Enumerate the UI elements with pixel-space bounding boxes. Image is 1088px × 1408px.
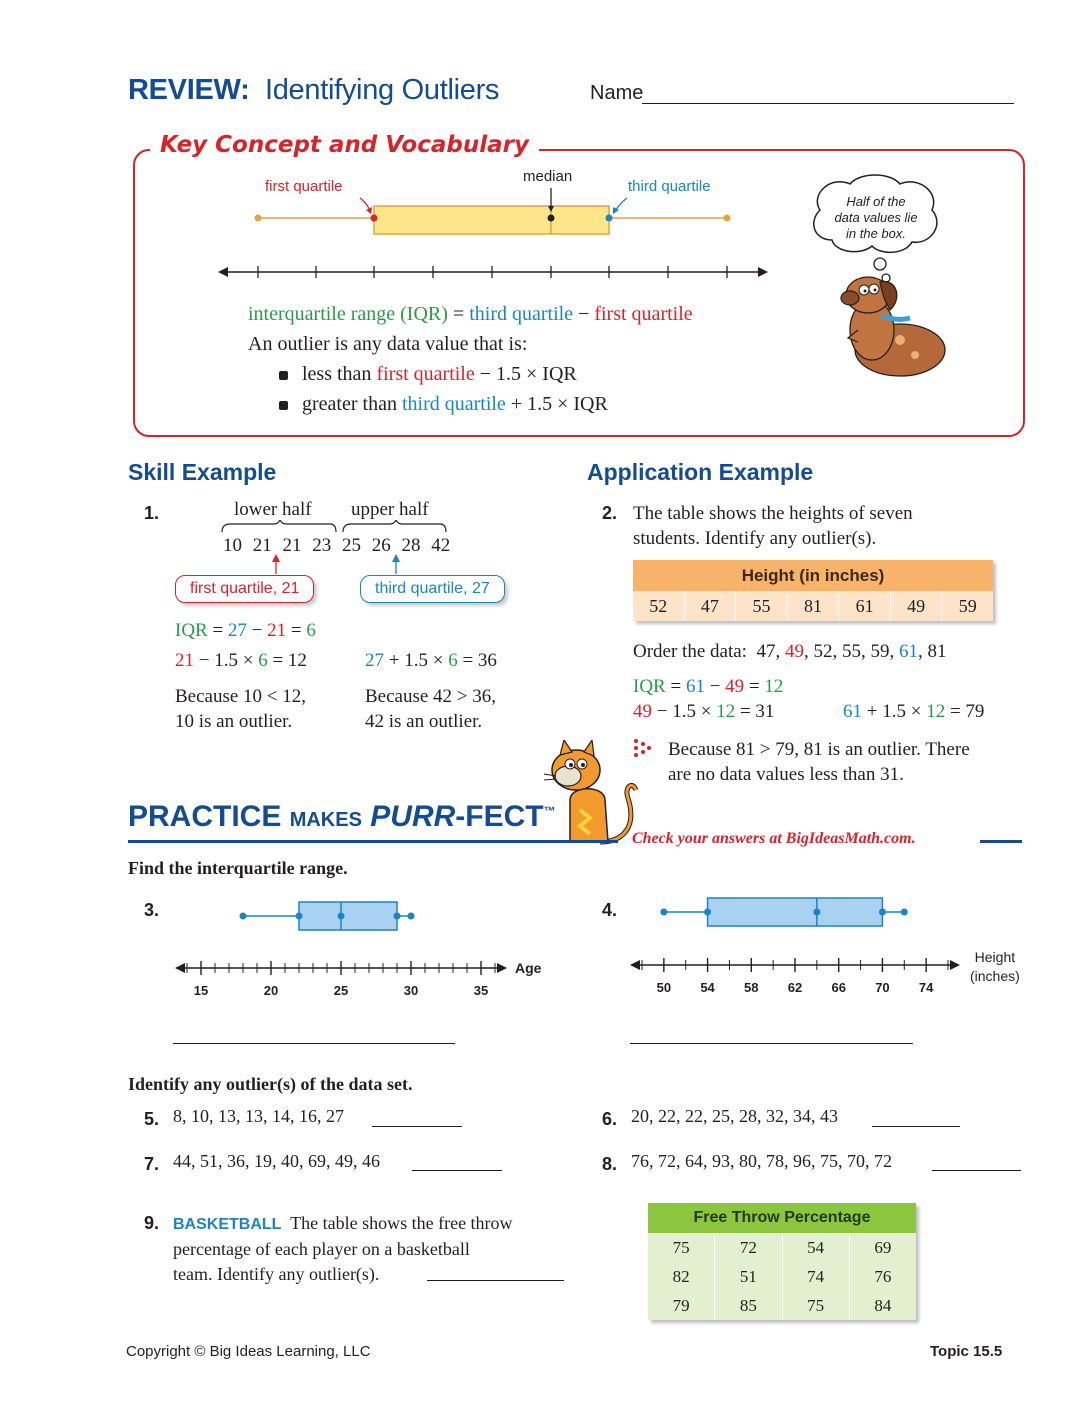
application-iqr-calc: IQR = 61 − 49 = 12 [633,676,784,697]
application-conclusion: Because 81 > 79, 81 is an outlier. There are no data values less than 31. [668,739,970,785]
q1-point [704,909,711,916]
skill-data-list: 10 21 21 23 25 26 28 42 [223,535,451,556]
median-point [338,913,345,920]
problem-number: 1. [144,503,160,523]
answer-line-3[interactable] [173,1043,455,1044]
q3-point [879,909,886,916]
height-table [633,560,993,621]
table-cell: 49 [891,591,943,621]
problem-number: 8. [602,1154,618,1174]
table-cell: 55 [736,591,788,621]
table-cell: 74 [783,1262,850,1291]
table-row [648,1233,916,1262]
upper-half-label: upper half [351,499,429,520]
table-cell: 61 [839,591,891,621]
outlier-rule-low: less than first quartile − 1.5 × IQR [302,363,577,385]
first-quartile-label: first quartile [265,178,343,195]
name-label: Name [590,82,644,104]
data-set-7: 44, 51, 36, 19, 40, 69, 49, 46 [173,1151,380,1171]
q1-point [296,913,303,920]
application-prompt: The table shows the heights of seven students. Identify any outlier(s). [633,503,913,549]
answer-line-5[interactable] [372,1126,462,1127]
tick-label: 54 [700,980,715,995]
page-title: REVIEW: Identifying Outliers [128,74,500,106]
table-cell: 69 [874,1238,892,1257]
table-cell: 51 [715,1262,782,1291]
min-point [240,913,247,920]
table-cell: 75 [783,1291,850,1320]
cat-mascot [540,740,640,845]
table-cell: 75 [648,1233,715,1262]
height-axis-label: Height (inches) [970,949,1020,984]
height-table-row [633,591,993,621]
practice-heading: PRACTICE MAKES PURR-FECT™ [128,800,556,833]
application-low-bound: 49 − 1.5 × 12 = 31 [633,701,775,722]
ordered-data: Order the data: 47, 49, 52, 55, 59, 61, 81 [633,641,947,662]
data-set-5: 8, 10, 13, 13, 14, 16, 27 [173,1106,344,1126]
tick-label: 15 [193,983,209,998]
table-row [648,1291,916,1320]
bullet-icon [279,371,288,380]
table-cell: 76 [874,1267,892,1286]
tick-label: 70 [875,980,890,995]
axis-arrow-right [950,960,960,970]
answer-line-8[interactable] [932,1170,1021,1171]
median-point [813,909,820,916]
practice-rule [128,840,618,843]
skill-conclusion-high: Because 42 > 36, 42 is an outlier. [365,686,497,732]
first-quartile-callout: first quartile, 21 [175,575,314,603]
concept-box-plot [210,186,780,286]
max-point [408,913,415,920]
problem-number: 9. [144,1213,160,1233]
tick-label: 30 [403,983,419,998]
name-field[interactable] [642,103,1014,104]
max-point [901,909,908,916]
problem-number: 2. [602,503,618,523]
third-quartile-callout: third quartile, 27 [360,575,505,603]
practice-rule-right [980,840,1022,843]
problem-number: 7. [144,1154,160,1174]
third-quartile-label: third quartile [628,178,711,195]
table-cell: 79 [648,1291,715,1320]
instruction-iqr: Find the interquartile range. [128,858,348,878]
instruction-outliers: Identify any outlier(s) of the data set. [128,1074,413,1094]
table-cell: 82 [648,1262,715,1291]
data-set-6: 20, 22, 22, 25, 28, 32, 34, 43 [631,1106,838,1126]
min-point [660,909,667,916]
q3-point [394,913,401,920]
tick-label: 74 [918,980,934,995]
copyright: Copyright © Big Ideas Learning, LLC [126,1343,371,1360]
topic-label: Topic 15.5 [930,1343,1003,1360]
data-set-8: 76, 72, 64, 93, 80, 78, 96, 75, 70, 72 [631,1151,892,1171]
application-high-bound: 61 + 1.5 × 12 = 79 [843,701,985,722]
skill-conclusion-low: Because 10 < 12, 10 is an outlier. [175,686,307,732]
skill-example-heading: Skill Example [128,459,277,485]
problem-number: 6. [602,1109,618,1129]
table-row [648,1262,916,1291]
skill-iqr-calc: IQR = 27 − 21 = 6 [175,620,316,641]
table-cell: 72 [715,1233,782,1262]
answer-line-7[interactable] [412,1170,502,1171]
table-cell: 52 [633,591,685,621]
tick-label: 58 [744,980,759,995]
axis-label: Age [515,960,542,976]
tick-label: 25 [333,983,349,998]
table-cell: 81 [788,591,840,621]
tick-label: 50 [656,980,672,995]
check-answers-text: Check your answers at BigIdeasMath.com. [632,830,916,847]
box-plot-height [625,892,965,1002]
table-cell: 59 [958,596,977,616]
answer-line-4[interactable] [630,1043,913,1044]
problem-9-text: BASKETBALL The table shows the free throw percentage of each player on a basketball team. Identify any outlier(s). [173,1213,513,1284]
free-throw-table-header: Free Throw Percentage [648,1203,916,1233]
median-label: median [523,168,573,185]
iqr-definition: interquartile range (IQR) = third quartile − first quartile [248,303,693,325]
height-table-header: Height (in inches) [633,560,993,591]
axis-arrow-left [175,963,185,973]
box-plot-age [165,892,565,1002]
box-iqr [708,898,883,926]
box-iqr [299,902,397,930]
tick-label: 62 [787,980,803,995]
skill-high-bound: 27 + 1.5 × 6 = 36 [365,650,497,671]
problem-number: 4. [602,900,618,920]
tick-label: 20 [263,983,279,998]
table-cell: 85 [715,1291,782,1320]
table-cell: 54 [783,1233,850,1262]
axis-arrow-left [630,960,640,970]
tick-label: 66 [831,980,846,995]
free-throw-table [648,1203,916,1320]
bullet-icon [279,401,288,410]
application-example-heading: Application Example [587,459,814,485]
table-cell: 47 [685,591,737,621]
skill-low-bound: 21 − 1.5 × 6 = 12 [175,650,307,671]
lower-half-label: lower half [234,499,312,520]
table-cell: 84 [874,1296,892,1315]
problem-number: 3. [144,900,160,920]
answer-line-9[interactable] [427,1280,564,1281]
problem-number: 5. [144,1109,160,1129]
outlier-intro: An outlier is any data value that is: [248,333,528,355]
outlier-rule-high: greater than third quartile + 1.5 × IQR [302,393,608,415]
key-concept-title: Key Concept and Vocabulary [150,132,539,158]
answer-line-6[interactable] [872,1126,960,1127]
thought-bubble-text: Half of the data values lie in the box. [834,194,918,241]
axis-arrow-right [497,963,507,973]
tick-label: 35 [473,983,489,998]
